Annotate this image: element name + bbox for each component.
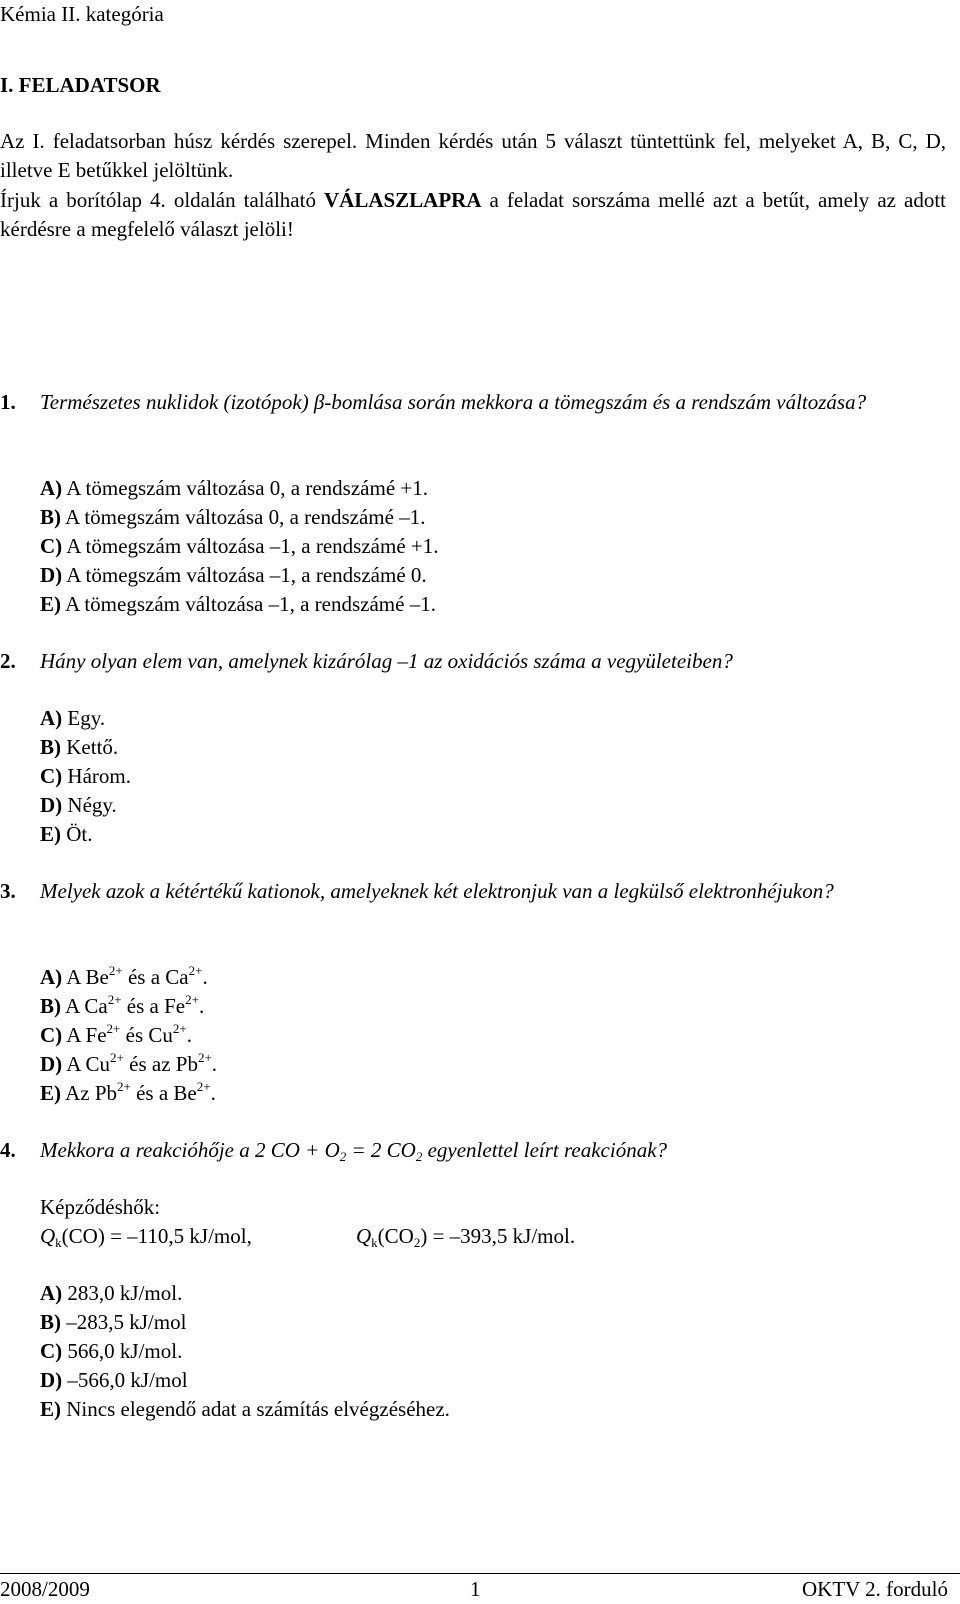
option-text: A tömegszám változása –1, a rendszámé –1. xyxy=(65,592,436,616)
option-label: E) xyxy=(40,822,61,846)
formation-heat-label: Képződéshők: xyxy=(40,1195,161,1219)
option-text: A tömegszám változása 0, a rendszámé +1. xyxy=(66,476,428,500)
option-text: A $Be^{2+}$ és a $Ca^{2+}$. xyxy=(66,963,208,989)
option-text: A tömegszám változása –1, a rendszámé 0. xyxy=(66,563,427,587)
q4-option-d xyxy=(40,1366,188,1395)
question-text: Mekkora a reakcióhője a 2 CO + $O_2 = 2$ $CO_2$ egyenlettel leírt reakciónak? xyxy=(40,1138,668,1164)
option-label: D) xyxy=(40,1368,63,1392)
option-text: –283,5 kJ/mol xyxy=(66,1310,187,1334)
intro-text: Írjuk a borítólap 4. oldalán található xyxy=(0,188,324,212)
option-text: A $Fe^{2+}$ és $Cu^{2+}$. xyxy=(66,1021,192,1047)
option-label: A) xyxy=(40,965,63,989)
option-label: C) xyxy=(40,534,63,558)
option-text: Öt. xyxy=(66,822,93,846)
option-text: Három. xyxy=(67,764,131,788)
q2-option-e xyxy=(40,820,93,849)
option-label: E) xyxy=(40,1397,61,1421)
answer-sheet-term: VÁLASZLAPRA xyxy=(323,188,482,212)
q2-option-c xyxy=(40,762,131,791)
q1-option-a xyxy=(40,474,428,503)
q3-option-c xyxy=(40,1021,192,1050)
formation-heat-co: $Q_k(CO) = -110,5$ kJ/mol, xyxy=(40,1224,252,1250)
q3-option-b xyxy=(40,992,204,1021)
option-label: C) xyxy=(40,1023,63,1047)
option-label: A) xyxy=(40,706,63,730)
intro-paragraph-2 xyxy=(0,186,946,244)
option-text: Egy. xyxy=(67,706,106,730)
q2-option-a xyxy=(40,704,105,733)
footer-rule xyxy=(0,1573,960,1574)
q4-option-c xyxy=(40,1337,182,1366)
option-label: D) xyxy=(40,563,63,587)
footer-round: OKTV 2. forduló xyxy=(801,1577,948,1601)
q1-option-c xyxy=(40,532,438,561)
question-text: Hány olyan elem van, amelynek kizárólag –1 az oxidációs száma a vegyületeiben? xyxy=(40,649,733,673)
option-label: E) xyxy=(40,592,61,616)
footer-year: 2008/2009 xyxy=(0,1577,90,1601)
q4-option-e xyxy=(40,1395,450,1424)
question-3 xyxy=(0,877,946,906)
option-label: C) xyxy=(40,764,63,788)
option-label: B) xyxy=(40,1310,61,1334)
q1-option-b xyxy=(40,503,425,532)
question-1 xyxy=(0,388,946,417)
question-number: 4. xyxy=(0,1138,16,1162)
formation-heat-co2: $Q_k(CO_2) = -393,5$ kJ/mol. xyxy=(356,1224,576,1250)
category-heading: Kémia II. kategória xyxy=(0,2,164,26)
footer-page-number: 1 xyxy=(470,1577,481,1601)
section-title: I. FELADATSOR xyxy=(0,73,161,97)
question-number: 3. xyxy=(0,879,16,903)
option-label: C) xyxy=(40,1339,63,1363)
question-4 xyxy=(0,1136,946,1165)
q2-option-b xyxy=(40,733,118,762)
option-text: A tömegszám változása –1, a rendszámé +1. xyxy=(66,534,439,558)
option-text: 283,0 kJ/mol. xyxy=(67,1281,183,1305)
option-label: D) xyxy=(40,793,63,817)
q3-option-e xyxy=(40,1079,216,1108)
question-number: 1. xyxy=(0,390,16,414)
option-label: D) xyxy=(40,1052,63,1076)
q3-option-a xyxy=(40,963,208,992)
intro-text: a feladat sorszáma mellé azt a betűt, amely az adott kérdésre a megfelelő választ jelöli! xyxy=(0,188,946,241)
option-text: A $Cu^{2+}$ és az $Pb^{2+}$. xyxy=(66,1050,218,1076)
option-text: A $Ca^{2+}$ és a $Fe^{2+}$. xyxy=(65,992,205,1018)
q4-option-b xyxy=(40,1308,186,1337)
question-2 xyxy=(0,647,946,676)
question-text: Természetes nuklidok (izotópok) β-bomlása során mekkora a tömegszám és a rendszám változása? xyxy=(40,390,867,414)
option-text: Az $Pb^{2+}$ és a $Be^{2+}$. xyxy=(65,1079,216,1105)
question-number: 2. xyxy=(0,649,16,673)
option-label: A) xyxy=(40,1281,63,1305)
option-text: Kettő. xyxy=(66,735,119,759)
q3-option-d xyxy=(40,1050,217,1079)
option-text: Nincs elegendő adat a számítás elvégzéséhez. xyxy=(66,1397,450,1421)
q1-option-e xyxy=(40,590,436,619)
option-label: E) xyxy=(40,1081,61,1105)
option-label: A) xyxy=(40,476,63,500)
option-text: –566,0 kJ/mol xyxy=(67,1368,188,1392)
question-text: Melyek azok a kétértékű kationok, amelyeknek két elektronjuk van a legkülső elektronhéjukon? xyxy=(40,879,834,903)
q2-option-d xyxy=(40,791,117,820)
intro-paragraph-1: Az I. feladatsorban húsz kérdés szerepel. Minden kérdés után 5 választ tüntettünk fel, melyeket A, B, C, D, illetve E betűkkel jelöltünk. xyxy=(0,129,946,182)
q1-option-d xyxy=(40,561,427,590)
option-label: B) xyxy=(40,994,61,1018)
option-label: B) xyxy=(40,505,61,529)
option-text: 566,0 kJ/mol. xyxy=(67,1339,183,1363)
option-text: Négy. xyxy=(67,793,117,817)
q4-option-a xyxy=(40,1279,182,1308)
option-label: B) xyxy=(40,735,61,759)
option-text: A tömegszám változása 0, a rendszámé –1. xyxy=(65,505,426,529)
